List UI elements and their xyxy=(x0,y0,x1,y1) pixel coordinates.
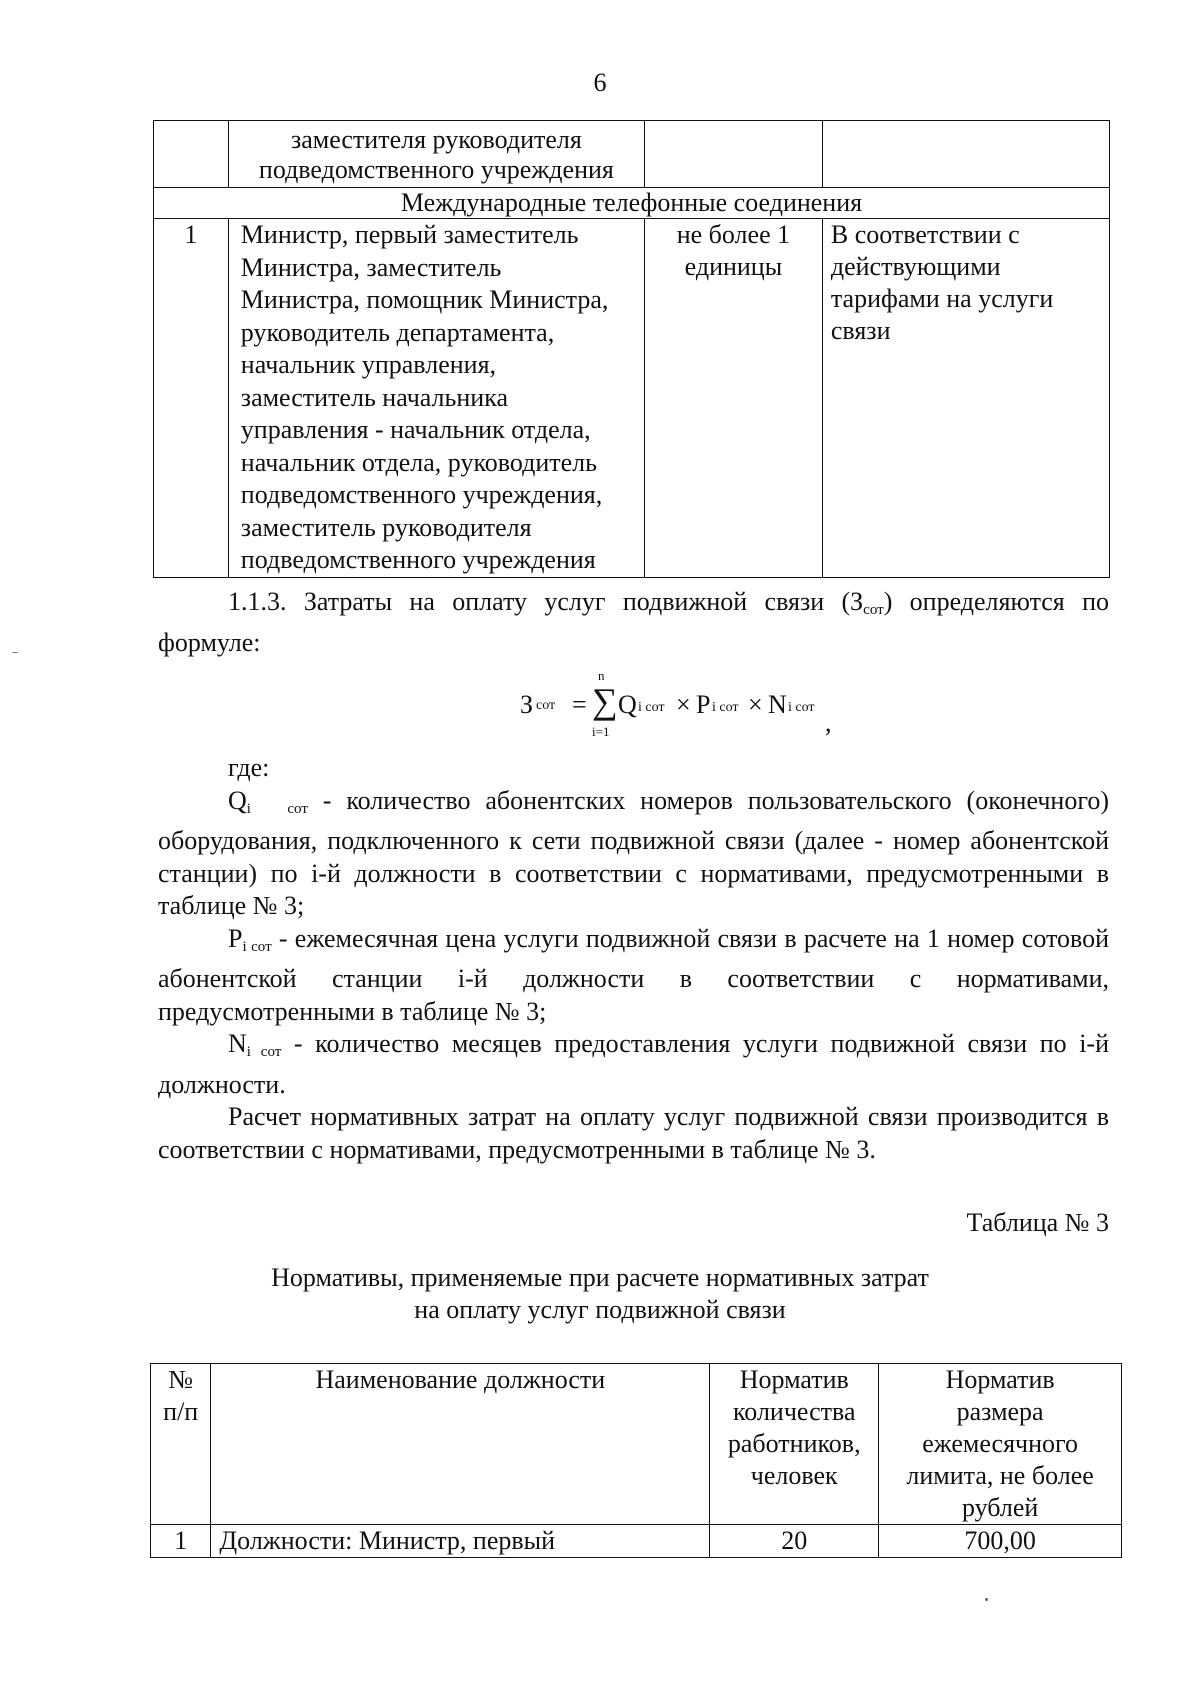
table-section-row xyxy=(154,188,1110,219)
cell-line: подведомственного учреждения, xyxy=(240,480,603,509)
cell-line: тарифами на услуги xyxy=(830,284,1054,313)
symbol: N xyxy=(228,1029,247,1058)
times-sign: × xyxy=(748,690,763,719)
formula-p-sub: i сот xyxy=(712,700,739,715)
table-cell-position xyxy=(228,219,644,578)
cell-line: действующими xyxy=(830,252,1001,281)
table-cell-norm xyxy=(644,219,822,578)
subscript: i сот xyxy=(246,1044,282,1060)
header-line: человек xyxy=(750,1461,838,1490)
sum-lower-limit: i=1 xyxy=(592,724,610,739)
header-line: размера xyxy=(956,1397,1044,1426)
header-line: рублей xyxy=(961,1493,1039,1522)
header-line: количества xyxy=(732,1397,856,1426)
table-row xyxy=(151,1525,1122,1558)
cell-line: начальник отдела, руководитель xyxy=(240,447,598,477)
text-fragment: 1.1.3. Затраты на оплату услуг подвижной связи (З xyxy=(228,587,864,616)
table-cell-price xyxy=(822,219,1109,578)
cell-line: управления - начальник отдела, xyxy=(240,415,591,444)
table-title xyxy=(0,1262,1200,1326)
header-line: Норматив xyxy=(739,1365,849,1394)
scan-speck xyxy=(985,1598,988,1601)
formula-q: Q xyxy=(618,690,637,719)
formula-n-sub: i сот xyxy=(788,700,815,715)
header-line: работников, xyxy=(727,1429,861,1458)
table-cell-num xyxy=(154,121,229,188)
sum-upper-limit: n xyxy=(598,668,605,683)
header-line: ежемесячного xyxy=(922,1429,1079,1458)
formula-comma: , xyxy=(825,708,832,737)
cell-count: 20 xyxy=(710,1525,879,1558)
cell-position: Должности: Министр, первый xyxy=(211,1525,710,1558)
subscript: i сот xyxy=(242,938,272,955)
definition-text: - количество месяцев предоставления услуги подвижной связи по i-й должности. xyxy=(158,1029,1110,1099)
cell-line: Министр, первый заместитель xyxy=(240,220,579,249)
section-heading: Международные телефонные соединения xyxy=(154,188,1110,219)
cell-line: подведомственного учреждения xyxy=(240,545,596,574)
cell-line: Министра, помощник Министра, xyxy=(240,285,609,314)
table-cell-position xyxy=(228,121,644,188)
cell-line: Министра, заместитель xyxy=(240,252,502,282)
header-line: № xyxy=(168,1365,194,1394)
page-number: 6 xyxy=(593,68,607,97)
subscript: i сот xyxy=(246,800,308,817)
cell-num: 1 xyxy=(151,1525,211,1558)
times-sign: × xyxy=(676,690,691,719)
table-row xyxy=(154,219,1110,578)
header-line: лимита, не более xyxy=(906,1461,1094,1490)
definitions-intro: где: xyxy=(228,753,270,782)
symbol: P xyxy=(228,923,243,953)
cell-line: связи xyxy=(830,316,891,345)
mobile-norms-table xyxy=(150,1363,1122,1558)
header-count xyxy=(710,1364,879,1525)
text-fragment: ) определяются по формуле: xyxy=(158,587,1109,657)
cell-line: начальник управления, xyxy=(240,350,497,379)
paragraph-1-1-3 xyxy=(158,586,1109,659)
subscript: сот xyxy=(863,602,884,618)
table-caption: Таблица № 3 xyxy=(966,1208,1109,1237)
formula-lhs: З xyxy=(520,690,534,719)
definition-p xyxy=(158,923,1109,1029)
formula-p: P xyxy=(696,690,711,719)
table-header-row xyxy=(151,1364,1122,1525)
definition-text: - ежемесячная цена услуги подвижной связи в расчете на 1 номер сотовой абонентской станции i-й должности в соответствии с нормативами, предусмотренными в таблице № 3; xyxy=(158,923,1110,1026)
cell-line: заместителя руководителя xyxy=(290,125,582,154)
cell-line: не более 1 xyxy=(676,220,791,249)
telephone-norms-table xyxy=(153,120,1110,578)
cell-line: В соответствии с xyxy=(830,220,1020,249)
calculation-paragraph: Расчет нормативных затрат на оплату услуг подвижной связи производится в соответствии с нормативами, предусмотренными в таблице № 3. xyxy=(158,1102,1109,1164)
header-limit xyxy=(879,1364,1122,1525)
header-num xyxy=(151,1364,211,1525)
header-line: Норматив xyxy=(945,1365,1055,1394)
scan-speck xyxy=(12,652,18,653)
cell-limit: 700,00 xyxy=(879,1525,1122,1558)
formula-eq: = xyxy=(572,690,587,719)
header-position: Наименование должности xyxy=(211,1364,710,1525)
formula-q-sub: i сот xyxy=(638,700,665,715)
definition-text: - количество абонентских номеров пользовательского (оконечного) оборудования, подключенного к сети подвижной связи (далее - номер абонентской станции) по i-й должности в соответствии с нормативами, предусмотренными в таблице № 3; xyxy=(158,785,1109,920)
title-line: на оплату услуг подвижной связи xyxy=(414,1295,786,1324)
cell-line: заместитель начальника xyxy=(240,382,508,412)
definitions xyxy=(158,752,1109,1166)
paragraph-text xyxy=(158,586,1109,659)
formula-n: N xyxy=(768,690,787,719)
table-cell-price xyxy=(822,121,1109,188)
cell-line: заместитель руководителя xyxy=(240,512,532,542)
definition-n xyxy=(158,1028,1109,1101)
header-line: п/п xyxy=(163,1397,199,1426)
cost-formula xyxy=(520,668,860,738)
cell-line: подведомственного учреждения xyxy=(258,155,614,184)
cell-line: руководитель департамента, xyxy=(240,317,555,347)
sigma-sign: ∑ xyxy=(592,681,618,721)
table-cell-num: 1 xyxy=(154,219,229,578)
formula-lhs-sub: сот xyxy=(536,698,556,713)
table-cell-norm xyxy=(644,121,822,188)
definition-q xyxy=(158,785,1109,923)
cell-line: единицы xyxy=(684,252,783,281)
symbol: Q xyxy=(228,785,247,815)
table-row xyxy=(154,121,1110,188)
title-line: Нормативы, применяемые при расчете нормативных затрат xyxy=(271,1263,929,1292)
